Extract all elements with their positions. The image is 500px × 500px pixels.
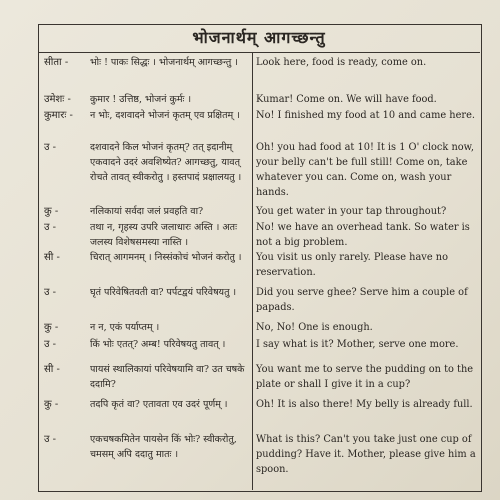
speaker-label: उ - (44, 142, 57, 153)
speaker-label: उ - (44, 287, 57, 298)
sanskrit-text: चिरात् आगमनम् । निस्संकोचं भोजनं करोतु । (90, 252, 242, 263)
english-text: What is this? Can't you take just one cup of pudding? Have it. Mother, please give him a spoon. (256, 434, 476, 475)
sanskrit-text: कुमार ! उत्तिष्ठ, भोजनं कुर्मः । (90, 94, 192, 105)
sanskrit-text: भोः ! पाकः सिद्धः । भोजनार्थम् आगच्छन्तु । (90, 57, 238, 68)
sanskrit-text: नलिकायां सर्वदा जलं प्रवहति वा? (90, 206, 204, 217)
page-title: भोजनार्थम् आगच्छन्तु (38, 24, 480, 53)
sanskrit-text: तथा न, गृहस्य उपरि जलाधारः अस्ति । अतः जलस्य विशेषसमस्या नास्ति । (90, 222, 238, 248)
english-text: No! I finished my food at 10 and came here. (256, 110, 475, 121)
sanskrit-text: तदपि कृतं वा? एतावता एव उदरं पूर्णम् । (90, 399, 228, 410)
speaker-label: सीता - (44, 57, 69, 68)
speaker-label: उ - (44, 434, 57, 445)
english-text: Oh! you had food at 10! It is 1 O' clock now, your belly can't be full still! Come on, take whatever you can. Come on, wash your hands. (256, 142, 474, 198)
english-text: Kumar! Come on. We will have food. (256, 94, 437, 105)
sanskrit-text: न भोः, दशवादने भोजनं कृतम् एव प्रक्षितम् । (90, 110, 240, 121)
english-text: I say what is it? Mother, serve one more. (256, 339, 459, 350)
speaker-label: सी - (44, 364, 60, 375)
speaker-label: उ - (44, 222, 57, 233)
english-text: Look here, food is ready, come on. (256, 57, 427, 68)
english-text: No! we have an overhead tank. So water is not a big problem. (256, 222, 470, 248)
sanskrit-text: एकचषकमितेन पायसेन किं भोः? स्वीकरोतु, चमसम् अपि ददातु मातः । (90, 434, 237, 460)
sanskrit-text: न न, एकं पर्याप्तम् । (90, 322, 160, 333)
sanskrit-text: पायसं स्थालिकायां परिवेषयामि वा? उत चषके ददामि? (90, 364, 245, 390)
speaker-label: कु - (44, 322, 59, 333)
english-text: No, No! One is enough. (256, 322, 373, 333)
english-text: You want me to serve the pudding on to the plate or shall I give it in a cup? (256, 364, 474, 390)
english-text: You get water in your tap throughout? (256, 206, 447, 217)
column-divider (252, 52, 253, 490)
speaker-label: कुमारः - (44, 110, 73, 121)
sanskrit-text: घृतं परिवेषितवती वा? पर्पटद्वयं परिवेषयतु । (90, 287, 237, 298)
english-text: You visit us only rarely. Please have no reservation. (256, 252, 448, 278)
sanskrit-text: किं भोः एतत्? अम्ब! परिवेषयतु तावत् । (90, 339, 226, 350)
speaker-label: सी - (44, 252, 60, 263)
sanskrit-text: दशवादने किल भोजनं कृतम्? तत् इदानीम् एकवादने उदरं अवशिष्येत? आगच्छतु, यावत् रोचते तावत् स्वीकरोतु । हस्तपादं प्रक्षालयतु । (90, 142, 242, 183)
speaker-label: कु - (44, 206, 59, 217)
speaker-label: उमेशः - (44, 94, 71, 105)
speaker-label: उ - (44, 339, 57, 350)
english-text: Oh! It is also there! My belly is already full. (256, 399, 473, 410)
english-text: Did you serve ghee? Serve him a couple of papads. (256, 287, 468, 313)
speaker-label: कु - (44, 399, 59, 410)
